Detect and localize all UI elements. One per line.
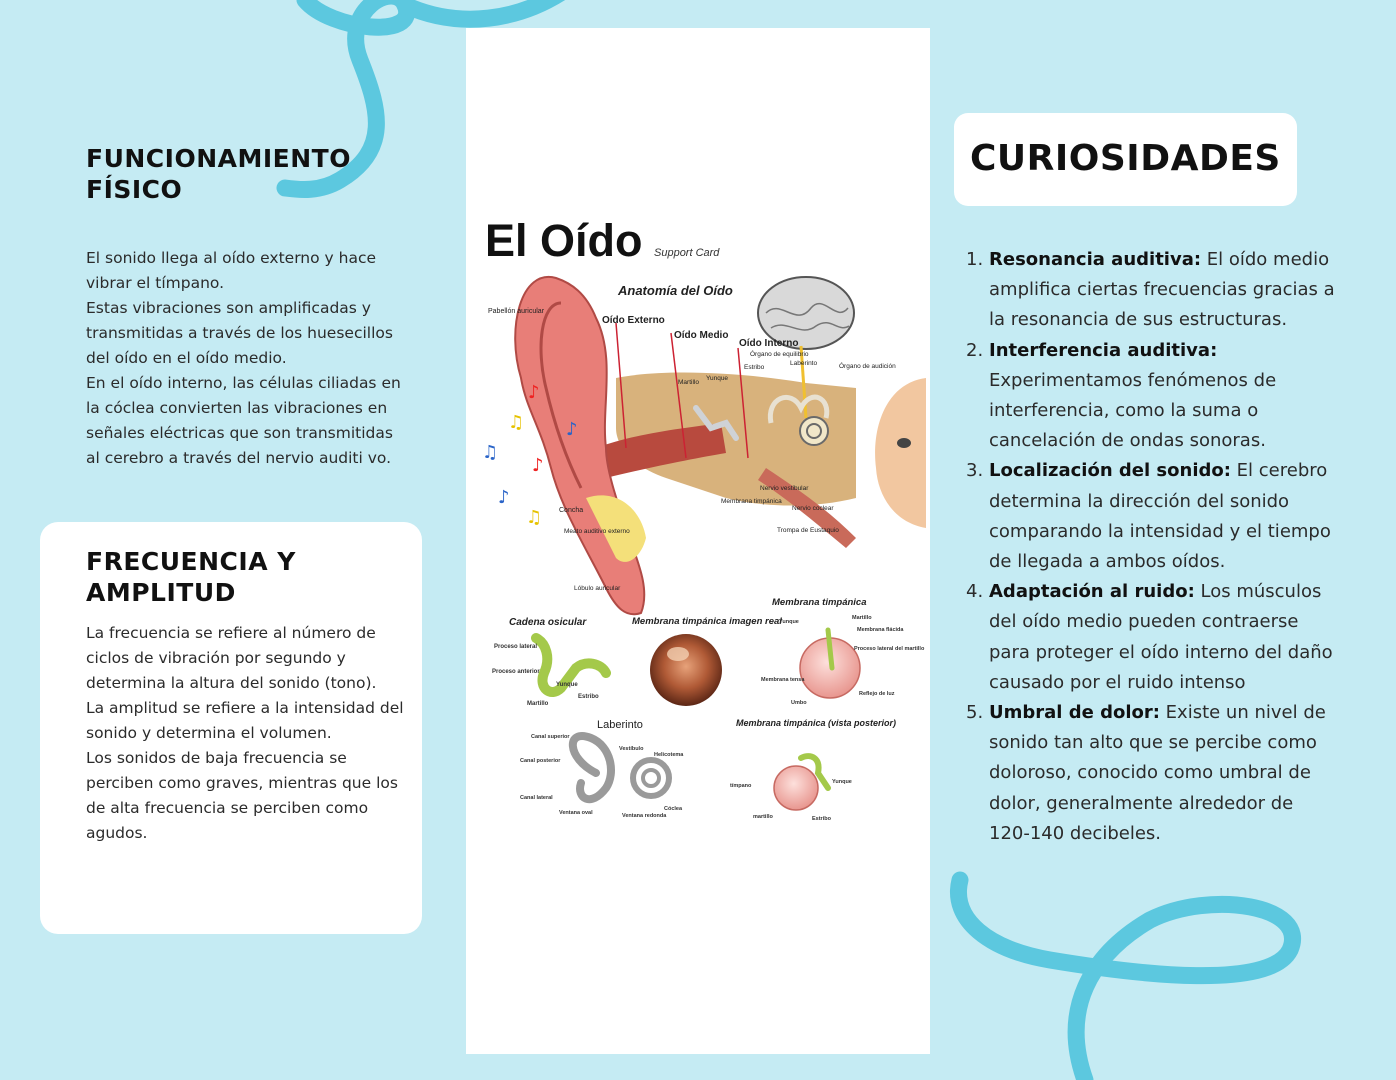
sub4-label: Helicotema <box>654 752 684 758</box>
item-term: Localización del sonido: <box>989 460 1231 482</box>
bottom-swirl <box>958 880 1292 1080</box>
ear-anatomy-diagram <box>466 28 930 1054</box>
frecuencia-paragraph: Los sonidos de baja frecuencia se perciben como graves, mientras que los de alta frecuencia se perciben como agudos. <box>86 749 398 842</box>
sub1-title: Cadena osicular <box>509 617 587 628</box>
funcionamiento-paragraph: Estas vibraciones son amplificadas y transmitidas a través de los huesecillos del oído en el oído medio. <box>86 299 393 367</box>
sub1-label: Proceso anterior <box>492 669 540 675</box>
item-text: Existe un nivel de sonido tan alto que se percibe como doloroso, conocido como umbral de dolor, generalmente alrededor de 120-140 decibeles. <box>989 702 1326 844</box>
frecuencia-paragraph: La amplitud se refiere a la intensidad del sonido y determina el volumen. <box>86 699 404 742</box>
sub4-label: Ventana redonda <box>622 813 667 819</box>
curiosidades-list <box>966 245 1338 849</box>
sub3-label: Proceso lateral del martillo <box>854 646 925 652</box>
diagram-heading: Anatomía del Oído <box>618 283 733 298</box>
label-membrana-timpanica: Membrana timpánica <box>721 498 782 505</box>
funcionamiento-title: FUNCIONAMIENTO FÍSICO <box>86 144 351 204</box>
item-term: Adaptación al ruido: <box>989 581 1195 603</box>
frecuencia-text <box>86 621 404 846</box>
label-lobulo: Lóbulo auricular <box>574 585 621 592</box>
label-trompa: Trompa de Eustaquio <box>777 527 839 534</box>
music-note-icon: ♪ <box>532 455 544 476</box>
sub3-label: Membrana tensa <box>761 677 805 683</box>
sub1-label: Proceso lateral <box>494 644 538 650</box>
eardrum-highlight <box>667 647 689 661</box>
sub3-label: Membrana flácida <box>857 627 904 633</box>
sub1-label: Yunque <box>556 682 578 688</box>
label-estribo: Estribo <box>744 364 765 371</box>
sub4-label: Vestíbulo <box>619 746 644 752</box>
diagram-title: El Oído <box>485 215 643 266</box>
eye-icon <box>897 438 911 448</box>
sub2-title: Membrana timpánica imagen real <box>632 616 782 627</box>
list-item <box>966 336 1338 457</box>
posterior-membrane-icon <box>774 766 818 810</box>
ear-diagram-panel <box>466 28 930 1054</box>
labyrinth-cochlea <box>633 760 669 796</box>
frecuencia-paragraph: La frecuencia se refiere al número de ciclos de vibración por segundo y determina la altura del sonido (tono). <box>86 624 377 692</box>
sub3-title: Membrana timpánica <box>772 597 867 608</box>
sub4-label: Cóclea <box>664 806 683 812</box>
frecuencia-title: FRECUENCIA Y AMPLITUD <box>86 547 296 607</box>
diagram-subtitle: Support Card <box>654 247 720 259</box>
sub4-label: Canal posterior <box>520 758 561 764</box>
label-oido-externo: Oído Externo <box>602 315 665 326</box>
list-item <box>966 577 1338 698</box>
funcionamiento-text <box>86 246 404 471</box>
sub3-label: Yunque <box>779 619 799 625</box>
curiosidades-title-box <box>954 113 1297 206</box>
item-number: 5. <box>966 702 984 724</box>
label-nervio-vestibular: Nervio vestibular <box>760 485 809 492</box>
item-text: Experimentamos fenómenos de interferencia, como la suma o cancelación de ondas sonoras. <box>989 369 1277 452</box>
label-organo-audicion: Órgano de audición <box>839 363 896 370</box>
item-term: Interferencia auditiva: <box>989 339 1218 361</box>
music-note-icon: ♫ <box>526 507 543 528</box>
item-text: Los músculos del oído medio pueden contraerse para proteger el oído interno del daño causado por el ruido intenso <box>989 581 1333 693</box>
face-icon <box>875 378 926 528</box>
sub1-label: Estribo <box>578 694 599 700</box>
sub5-label: Yunque <box>832 779 852 785</box>
label-oido-interno: Oído Interno <box>739 338 799 349</box>
top-swirl-tail <box>405 0 565 19</box>
sub5-label: tímpano <box>730 783 752 789</box>
funcionamiento-paragraph: En el oído interno, las células ciliadas en la cóclea convierten las vibraciones en señales eléctricas que son transmitidas al cerebro a través del nervio auditi vo. <box>86 374 401 467</box>
sub4-label: Canal lateral <box>520 795 553 801</box>
item-text: El cerebro determina la dirección del sonido comparando la intensidad y el tiempo de llegada a ambos oídos. <box>989 460 1331 573</box>
sub4-label: Ventana oval <box>559 810 593 816</box>
list-item <box>966 245 1338 336</box>
item-number: 1. <box>966 249 984 270</box>
cochlea-icon <box>800 417 828 445</box>
label-nervio-coclear: Nervio coclear <box>792 505 834 512</box>
label-yunque: Yunque <box>706 375 729 382</box>
label-oido-medio: Oído Medio <box>674 330 729 341</box>
music-note-icon: ♫ <box>508 412 525 433</box>
item-term: Resonancia auditiva: <box>989 249 1202 270</box>
labyrinth-icon <box>573 736 611 799</box>
label-concha: Concha <box>559 507 584 514</box>
item-number: 4. <box>966 581 984 603</box>
sub4-title: Laberinto <box>597 719 643 731</box>
sub3-label: Reflejo de luz <box>859 691 895 697</box>
list-item <box>966 698 1338 849</box>
label-meato: Meato auditivo externo <box>564 528 630 535</box>
item-number: 3. <box>966 460 984 482</box>
frecuencia-card <box>40 522 422 934</box>
sub5-label: Estribo <box>812 816 831 822</box>
label-pabellon: Pabellón auricular <box>488 308 545 315</box>
sub3-label: Martillo <box>852 615 872 621</box>
label-laberinto: Laberinto <box>790 360 818 367</box>
funcionamiento-paragraph: El sonido llega al oído externo y hace vibrar el tímpano. <box>86 249 377 292</box>
item-number: 2. <box>966 339 984 361</box>
sub5-title: Membrana timpánica (vista posterior) <box>736 718 897 728</box>
label-organo-equilibrio: Órgano de equilibrio <box>750 351 809 358</box>
item-text: El oído medio amplifica ciertas frecuencias gracias a la resonancia de sus estructuras. <box>989 249 1335 331</box>
item-term: Umbral de dolor: <box>989 702 1160 724</box>
label-martillo: Martillo <box>678 379 699 386</box>
list-item <box>966 456 1338 577</box>
sub5-label: martillo <box>753 814 773 820</box>
eardrum-photo-icon <box>650 634 722 706</box>
music-note-icon: ♪ <box>528 382 540 403</box>
music-note-icon: ♪ <box>498 487 510 508</box>
sub4-label: Canal superior <box>531 734 570 740</box>
music-note-icon: ♪ <box>566 419 578 440</box>
sub3-label: Umbo <box>791 700 807 706</box>
curiosidades-title: CURIOSIDADES <box>970 138 1281 179</box>
labyrinth-cochlea-inner <box>643 770 659 786</box>
music-note-icon: ♫ <box>482 442 499 463</box>
sub1-label: Martillo <box>527 701 549 707</box>
